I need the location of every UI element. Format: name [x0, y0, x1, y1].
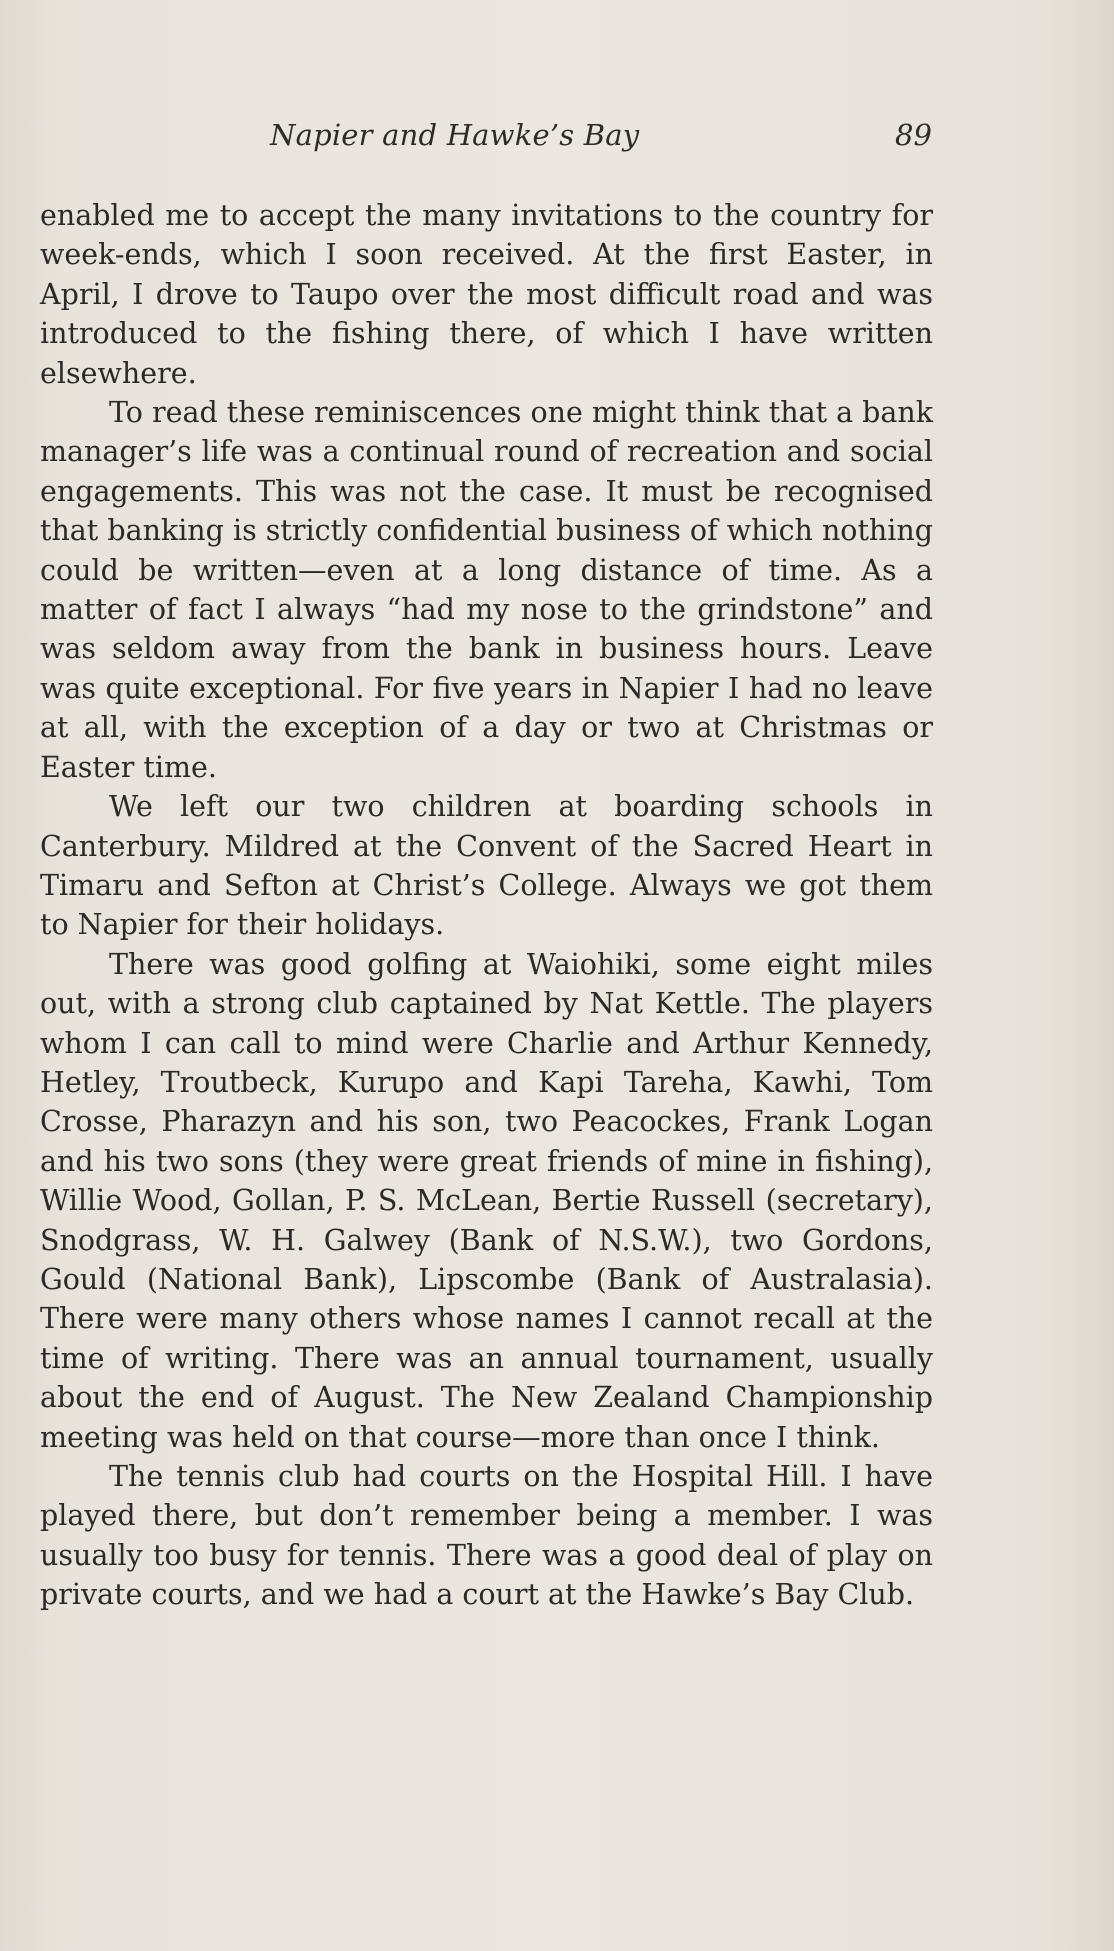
running-head: [0, 118, 1114, 158]
paragraph-3: We left our two children at boarding schools in Canterbury. Mildred at the Convent of the Sacred Heart in Timaru and Sefton at Christ’s College. Always we got them to Napier for their holidays.: [40, 790, 933, 942]
body-text: [40, 196, 933, 1615]
paragraph-4: There was good golfing at Waiohiki, some eight miles out, with a strong club captained by Nat Kettle. The players whom I can call to mind were Charlie and Arthur Kennedy, Hetley, Troutbeck, Kurupo and Kapi Tareha, Kawhi, Tom Crosse, Pharazyn and his son, two Peacockes, Frank Logan and his two sons (they were great friends of mine in fishing), Willie Wood, Gollan, P. S. McLean, Bertie Russell (secretary), Snodgrass, W. H. Galwey (Bank of N.S.W.), two Gordons, Gould (National Bank), Lipscombe (Bank of Australasia). There were many others whose names I cannot recall at the time of writing. There was an annual tournament, usually about the end of August. The New Zealand Championship meeting was held on that course—more than once I think.: [40, 947, 933, 1454]
paragraph-5: The tennis club had courts on the Hospital Hill. I have played there, but don’t remember being a member. I was usually too busy for tennis. There was a good deal of play on private courts, and we had a court at the Hawke’s Bay Club.: [40, 1460, 933, 1612]
paragraph-2: To read these reminiscences one might think that a bank manager’s life was a continual round of recreation and social engagements. This was not the case. It must be recognised that banking is strictly confidential business of which nothing could be written—even at a long distance of time. As a matter of fact I always “had my nose to the grindstone” and was seldom away from the bank in business hours. Leave was quite exceptional. For five years in Napier I had no leave at all, with the exception of a day or two at Christmas or Easter time.: [40, 396, 933, 784]
paragraph-1: enabled me to accept the many invitations to the country for week-ends, which I soon received. At the first Easter, in April, I drove to Taupo over the most difficult road and was introduced to the fishing there, of which I have written elsewhere.: [40, 199, 933, 390]
page-number: 89: [895, 118, 932, 152]
running-title: Napier and Hawke’s Bay: [270, 118, 640, 152]
